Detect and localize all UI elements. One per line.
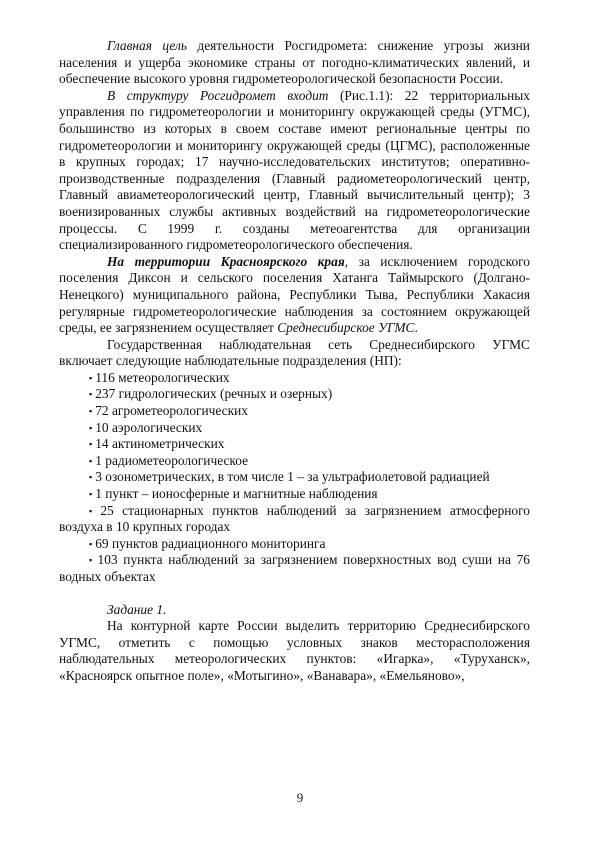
list-item (59, 420, 530, 437)
paragraph-krasnoyarsk (59, 254, 530, 337)
task-text: На контурной карте России выделить территорию Среднесибирского УГМС, отметить с помощью условных знаков месторасположения наблюдательных метеорологических пунктов: «Игарка», «Туруханск», «Красноярск опытное поле», «Мотыгино», «Ванавара», «Емельяново», (59, 618, 530, 683)
list-item (59, 453, 530, 470)
list-item (59, 436, 530, 453)
list-item-text: ▪ 116 метеорологических (89, 370, 230, 385)
main-goal-lead: Главная цель (107, 38, 187, 53)
list-item-text: ▪ 237 гидрологических (речных и озерных) (89, 386, 332, 401)
structure-text: (Рис.1.1): 22 территориальных управления по гидрометеорологии и мониторингу окружающей среды (УГМС), большинство из которых в своем составе имеют региональные центры по гидрометеорологии и мониторингу окружающей среды (ЦГМС), расположенные в крупных городах; 17 научно-исследовательских институтов; оперативно-производственные подразделения (Главный радиометеорологический центр, Главный авиаметеорологический центр, Главный вычислительный центр); 3 военизированных службы активных воздействий на гидрометеорологические процессы. С 1999 г. созданы метеоагентства для организации специализированного гидрометеорологического обеспечения. (59, 87, 530, 253)
paragraph-main-goal (59, 38, 530, 88)
list-item (59, 403, 530, 420)
structure-lead: В структуру Росгидромет входит (107, 87, 329, 103)
list-item (59, 469, 530, 486)
krasnoyarsk-ugms: Среднесибирское УГМС (277, 320, 415, 336)
krasnoyarsk-text: , за исключением городского поселения Диксон и сельского поселения Хатанга Таймырского (Долгано-Ненецкого) муниципального района, Республики Тыва, Республики Хакасия регулярные гидрометеорологические наблюдения за состоянием окружающей среды, ее загрязнением осуществляет (59, 253, 530, 336)
list-item (59, 386, 530, 403)
krasnoyarsk-end: . (414, 320, 418, 336)
task-title (59, 602, 530, 619)
krasnoyarsk-lead: На территории Красноярского края (107, 253, 345, 269)
list-item-text: ▪ 14 актинометрических (89, 436, 224, 451)
list-item-text: ▪ 103 пункта наблюдений за загрязнением поверхностных вод суши на 76 водных объектах (59, 552, 530, 584)
list-item-text: ▪ 69 пунктов радиационного мониторинга (89, 536, 326, 551)
list-item-text: ▪ 1 радиометеорологическое (89, 453, 248, 468)
main-goal-text: деятельности Росгидромета: снижение угрозы жизни населения и ущерба экономике страны от погодно-климатических явлений, и обеспечение высокого уровня гидрометеорологической безопасности России. (59, 38, 530, 87)
list-item-text: ▪ 72 агрометеорологических (89, 403, 248, 418)
list-item (59, 503, 530, 536)
list-item (59, 370, 530, 387)
observation-units-list (59, 370, 530, 586)
list-item (59, 486, 530, 503)
paragraph-structure (59, 88, 530, 254)
list-item-text: ▪ 1 пункт – ионосферные и магнитные наблюдения (89, 486, 378, 501)
page-body (59, 38, 530, 685)
list-item (59, 536, 530, 553)
list-item (59, 552, 530, 585)
list-item-text: ▪ 10 аэрологических (89, 420, 202, 435)
list-item-text: ▪ 3 озонометрических, в том числе 1 – за ультрафиолетовой радиацией (89, 469, 490, 484)
paragraph-network: Государственная наблюдательная сеть Среднесибирского УГМС включает следующие наблюдательные подразделения (НП): (59, 336, 530, 369)
task-title-text: Задание 1. (107, 601, 167, 617)
list-item-text: ▪ 25 стационарных пунктов наблюдений за загрязнением атмосферного воздуха в 10 крупных городах (59, 503, 530, 535)
page-number: 9 (296, 790, 304, 805)
